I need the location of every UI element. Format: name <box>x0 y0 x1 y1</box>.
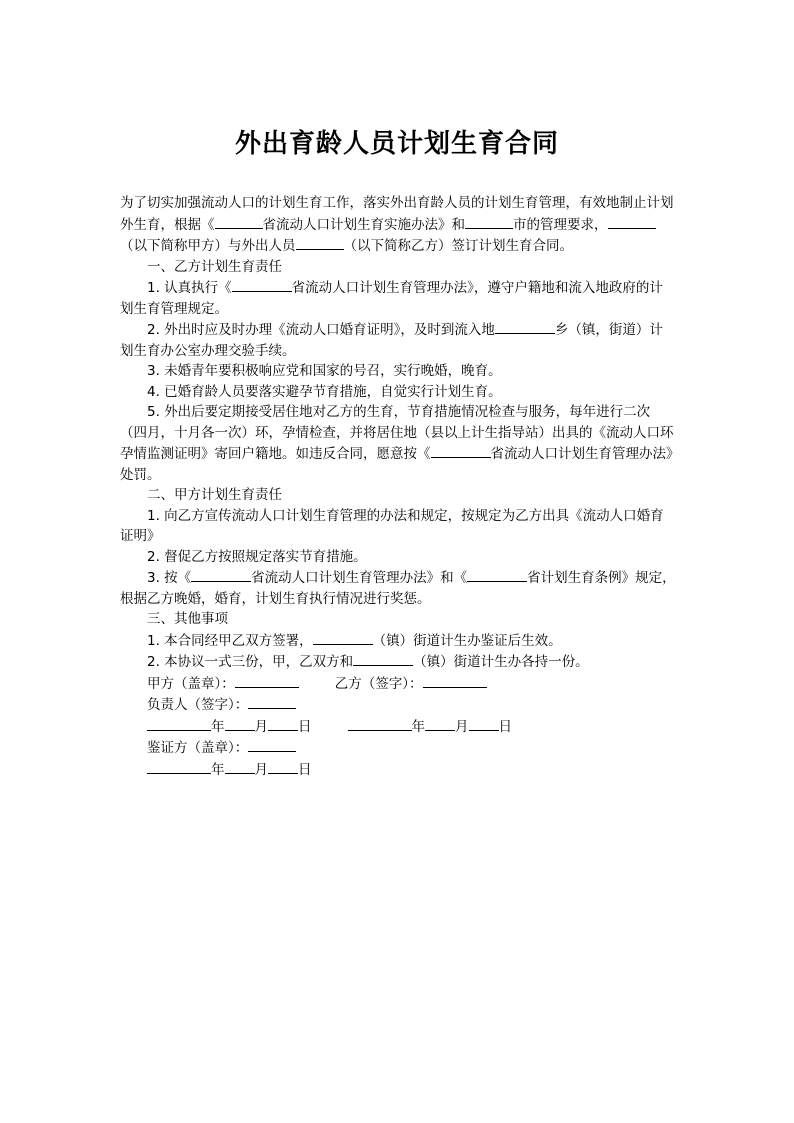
blank-line <box>467 567 527 582</box>
month-blank <box>225 716 255 731</box>
signature-verifier <box>120 737 676 759</box>
signature-dates <box>120 716 676 738</box>
blank-line <box>431 443 491 458</box>
section1-item1 <box>120 277 676 319</box>
document-body <box>120 193 676 780</box>
day-label: 日 <box>298 761 312 778</box>
intro-text: 为了切实加强流动人口的计划生育工作，落实外出育龄人员的计划生育管理，有效地制止计划外生育，根据《 <box>120 195 674 233</box>
section1-item4: 4. 已婚育龄人员要落实避孕节育措施，自觉实行计划生育。 <box>147 383 502 400</box>
blank-line <box>465 214 513 229</box>
item-text: 2. 外出时应及时办理《流动人口婚育证明》，及时到流入地 <box>147 322 495 338</box>
item-text: 省流动人口计划生育管理办法》和《 <box>251 570 468 586</box>
month-blank <box>225 759 255 774</box>
year-blank <box>348 716 412 731</box>
blank-line <box>495 319 555 334</box>
month-label: 月 <box>254 761 268 778</box>
intro-text: 市的管理要求， <box>513 216 608 233</box>
signature-responsible <box>120 694 676 716</box>
item-text: 1. 认真执行《 <box>147 280 232 296</box>
blank-line <box>353 651 413 666</box>
item-text: 3. 按《 <box>147 570 192 586</box>
verifier-label: 鉴证方（盖章）： <box>147 740 249 756</box>
section3-item2 <box>120 651 676 673</box>
item-text: 2. 本协议一式三份，甲，乙双方和 <box>147 654 354 670</box>
year-label: 年 <box>211 761 225 778</box>
blank-line <box>191 567 251 582</box>
party-b-label: 乙方（签字）： <box>334 675 423 692</box>
party-b-blank <box>423 673 487 688</box>
item-text: 乡（镇，街道）计划生育办公室办理交验手续。 <box>120 322 663 359</box>
verifier-date <box>120 759 676 781</box>
day-label: 日 <box>298 718 312 735</box>
blank-line <box>296 235 344 250</box>
month-label: 月 <box>254 718 268 735</box>
section2-item1: 1. 向乙方宣传流动人口计划生育管理的办法和规定，按规定为乙方出具《流动人口婚育证明》 <box>120 507 664 544</box>
signature-parties <box>120 673 676 695</box>
section1-item3: 3. 未婚青年要积极响应党和国家的号召，实行晚婚，晚育。 <box>147 363 502 379</box>
blank-line <box>215 214 263 229</box>
year-label: 年 <box>411 718 425 735</box>
party-a-label: 甲方（盖章）： <box>147 675 235 692</box>
blank-line <box>232 277 292 292</box>
intro-paragraph <box>120 193 676 257</box>
day-blank <box>268 716 298 731</box>
item-text: （镇）街道计生办鉴证后生效。 <box>372 632 562 649</box>
month-label: 月 <box>455 718 469 735</box>
item-text: 5. 外出后要定期接受居住地对乙方的生育，节育措施情况检查与服务，每年进行二次（四月，十月各一次）环，孕情检查，并将居住地（县以上计生指导站）出具的《流动人口环孕情监测证明》寄回户籍地。如违反合同，愿意按《 <box>120 404 674 462</box>
blank-line <box>313 630 373 645</box>
party-a-blank <box>235 673 299 688</box>
day-label: 日 <box>498 718 512 735</box>
section2-heading: 二、甲方计划生育责任 <box>147 487 282 503</box>
year-blank <box>147 716 211 731</box>
day-blank <box>469 716 499 731</box>
item-text: 省流动人口计划生育管理办法》，遵守户籍地和流入地政府的计划生育管理规定。 <box>120 280 663 317</box>
item-text: （镇）街道计生办各持一份。 <box>413 654 589 670</box>
section3-heading: 三、其他事项 <box>147 611 228 627</box>
document-title: 外出育龄人员计划生育合同 <box>234 129 559 159</box>
intro-text: （以下简称乙方）签订计划生育合同。 <box>343 238 573 254</box>
year-label: 年 <box>211 718 225 735</box>
section3-item1 <box>120 630 676 652</box>
intro-text: （以下简称甲方）与外出人员 <box>120 238 296 254</box>
responsible-label: 负责人（签字）： <box>147 697 249 713</box>
month-blank <box>425 716 455 731</box>
year-blank <box>147 759 211 774</box>
section2-item2: 2. 督促乙方按照规定落实节育措施。 <box>147 548 367 565</box>
section1-heading: 一、乙方计划生育责任 <box>147 258 282 275</box>
verifier-blank <box>248 737 296 752</box>
day-blank <box>268 759 298 774</box>
section1-item5 <box>120 402 676 485</box>
responsible-blank <box>248 694 296 709</box>
item-text: 省计划生育条例》规定，根据乙方晚婚，婚育，计划生育执行情况进行奖惩。 <box>120 570 676 607</box>
section1-item2 <box>120 319 676 361</box>
item-text: 省流动人口计划生育管理办法》处罚。 <box>120 446 673 483</box>
blank-line <box>608 214 656 229</box>
section2-item3 <box>120 567 676 609</box>
item-text: 1. 本合同经甲乙双方签署， <box>147 632 313 649</box>
intro-text: 省流动人口计划生育实施办法》和 <box>262 216 465 233</box>
